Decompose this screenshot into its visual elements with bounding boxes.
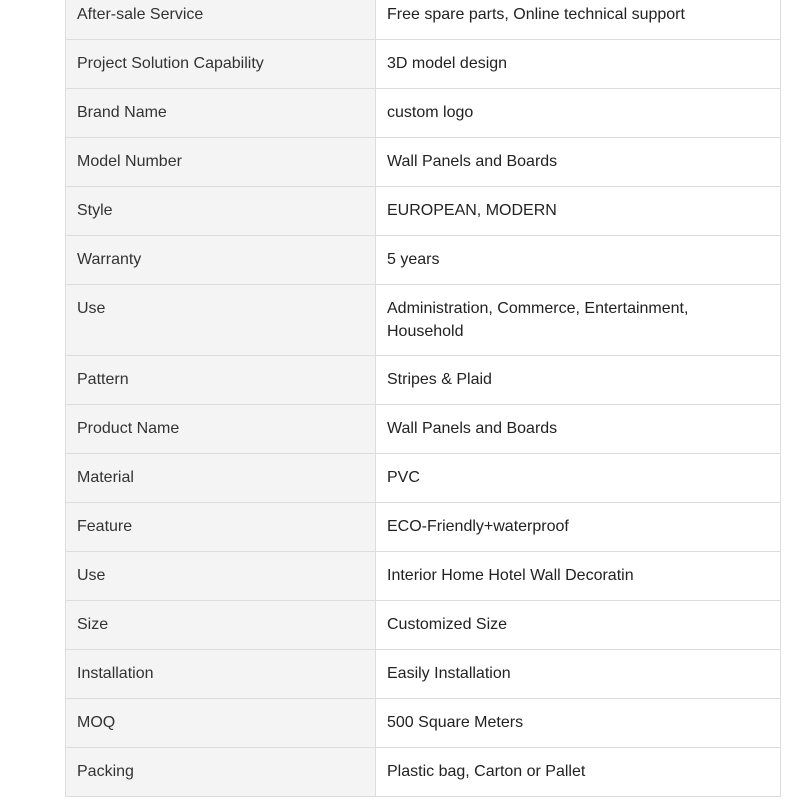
spec-label: Packing xyxy=(66,748,376,797)
spec-value: custom logo xyxy=(376,89,781,138)
table-row xyxy=(66,748,781,797)
spec-value: Plastic bag, Carton or Pallet xyxy=(376,748,781,797)
spec-value: Stripes & Plaid xyxy=(376,356,781,405)
spec-value: Easily Installation xyxy=(376,650,781,699)
spec-value: PVC xyxy=(376,454,781,503)
spec-value: 5 years xyxy=(376,236,781,285)
table-row xyxy=(66,356,781,405)
spec-value: Administration, Commerce, Entertainment, Household xyxy=(376,285,781,356)
spec-value: Wall Panels and Boards xyxy=(376,138,781,187)
spec-label: Warranty xyxy=(66,236,376,285)
spec-label: Model Number xyxy=(66,138,376,187)
spec-value: EUROPEAN, MODERN xyxy=(376,187,781,236)
table-row xyxy=(66,40,781,89)
table-row xyxy=(66,601,781,650)
product-spec-table xyxy=(65,0,781,797)
spec-label: After-sale Service xyxy=(66,0,376,40)
spec-label: Material xyxy=(66,454,376,503)
table-row xyxy=(66,454,781,503)
spec-label: Use xyxy=(66,285,376,356)
table-row xyxy=(66,650,781,699)
table-row xyxy=(66,552,781,601)
table-row xyxy=(66,285,781,356)
spec-value: 500 Square Meters xyxy=(376,699,781,748)
spec-label: Brand Name xyxy=(66,89,376,138)
spec-label: Feature xyxy=(66,503,376,552)
table-row xyxy=(66,236,781,285)
spec-label: Product Name xyxy=(66,405,376,454)
table-row xyxy=(66,89,781,138)
spec-label: Size xyxy=(66,601,376,650)
spec-value: Wall Panels and Boards xyxy=(376,405,781,454)
product-spec-section xyxy=(65,0,781,797)
table-row xyxy=(66,0,781,40)
table-row xyxy=(66,503,781,552)
spec-label: Installation xyxy=(66,650,376,699)
spec-value: Interior Home Hotel Wall Decoratin xyxy=(376,552,781,601)
table-row xyxy=(66,699,781,748)
spec-value: Free spare parts, Online technical support xyxy=(376,0,781,40)
spec-label: Use xyxy=(66,552,376,601)
spec-label: Project Solution Capability xyxy=(66,40,376,89)
spec-label: Style xyxy=(66,187,376,236)
table-row xyxy=(66,405,781,454)
spec-value: 3D model design xyxy=(376,40,781,89)
spec-label: Pattern xyxy=(66,356,376,405)
spec-value: Customized Size xyxy=(376,601,781,650)
spec-label: MOQ xyxy=(66,699,376,748)
spec-value: ECO-Friendly+waterproof xyxy=(376,503,781,552)
table-row xyxy=(66,138,781,187)
table-row xyxy=(66,187,781,236)
